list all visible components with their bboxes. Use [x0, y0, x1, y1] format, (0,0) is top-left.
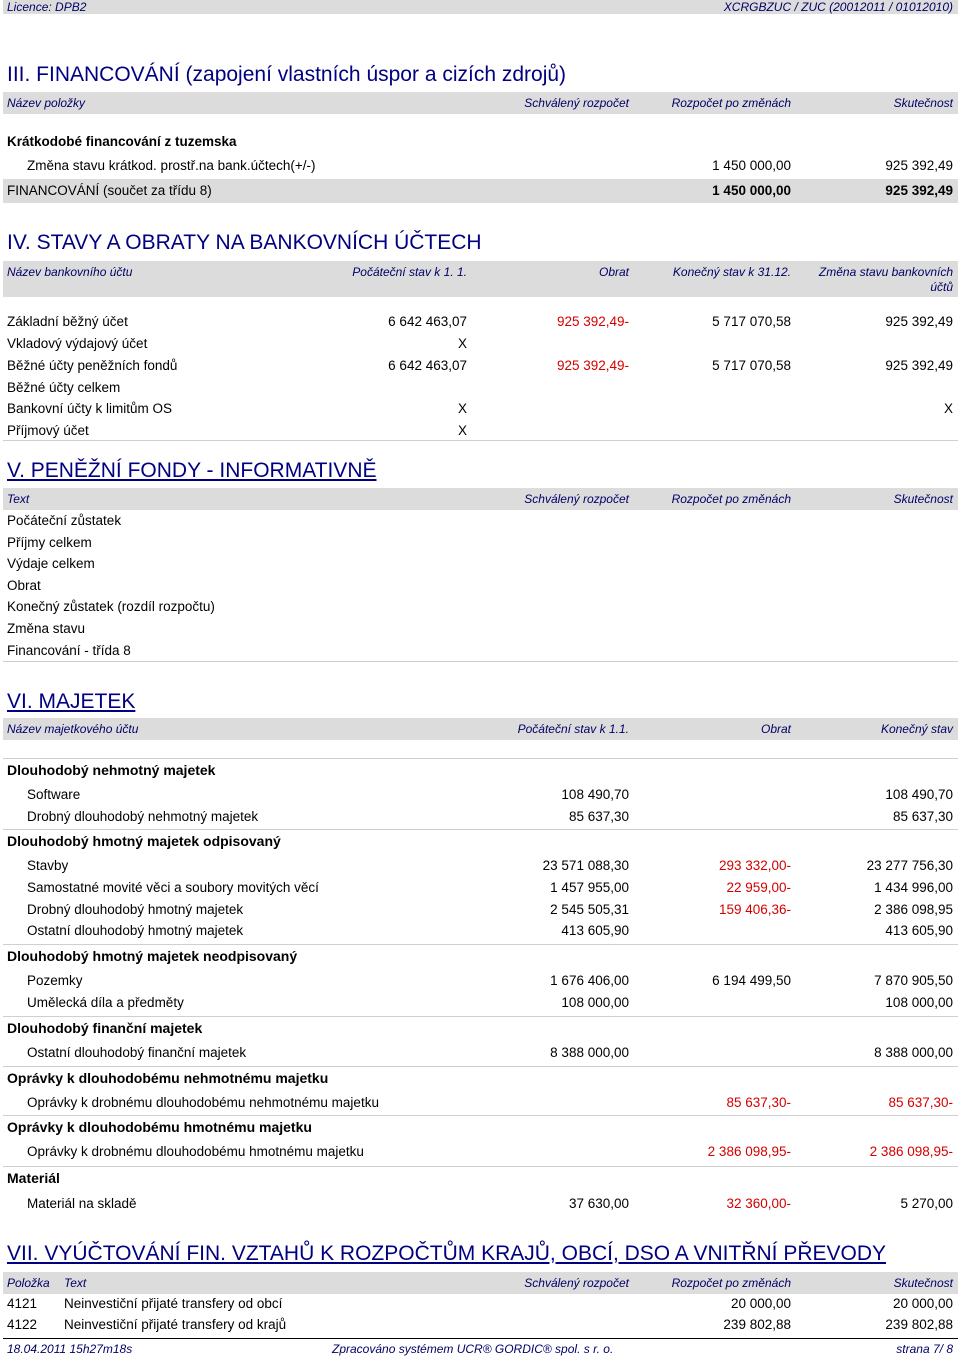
- bank-account-name: Základní běžný účet: [7, 314, 128, 329]
- bank-account-end: 5 717 070,58: [712, 314, 791, 329]
- asset-row-name: Ostatní dlouhodobý hmotný majetek: [27, 923, 244, 938]
- fund-row-label: Obrat: [7, 577, 41, 593]
- asset-group-divider: [3, 829, 958, 830]
- asset-row-name: Stavby: [27, 858, 69, 873]
- col-schvaleny-rozpocet: Schválený rozpočet: [524, 96, 629, 110]
- asset-row-name: Pozemky: [27, 973, 83, 988]
- col-rozpocet-po-zmenach-5: Rozpočet po změnách: [671, 492, 791, 506]
- asset-group-title: Oprávky k dlouhodobému hmotnému majetku: [7, 1119, 312, 1135]
- asset-row-obrat: 293 332,00-: [718, 858, 791, 873]
- section3-row-rozpocet: 1 450 000,00: [712, 158, 791, 173]
- asset-row-start: 108 000,00: [561, 995, 629, 1010]
- asset-group-divider: [3, 944, 958, 945]
- transfer-skutecnost: 20 000,00: [892, 1296, 953, 1311]
- asset-row-start: 108 490,70: [561, 787, 629, 802]
- col-nazev-uctu: Název bankovního účtu: [7, 265, 133, 279]
- asset-row-name: Oprávky k drobnému dlouhodobému hmotnému majetku: [27, 1144, 364, 1159]
- asset-row-start: 85 637,30: [568, 809, 629, 824]
- asset-group-title: Dlouhodobý hmotný majetek odpisovaný: [7, 833, 281, 849]
- bank-account-obrat: 925 392,49-: [556, 314, 629, 329]
- footer-timestamp: 18.04.2011 15h27m18s: [7, 1342, 133, 1356]
- asset-row-name: Samostatné movité věci a soubory movitých věcí: [27, 880, 319, 895]
- section5-title: V. PENĚŽNÍ FONDY - INFORMATIVNĚ: [7, 459, 377, 482]
- asset-row-name: Oprávky k drobnému dlouhodobému nehmotnému majetku: [27, 1095, 379, 1110]
- col-zmena-stavu: Změna stavu bankovních: [818, 265, 953, 279]
- col-zmena-stavu-2: účtů: [930, 280, 953, 294]
- document-code: XCRGBZUC / ZUC (20012011 / 01012010): [723, 0, 953, 14]
- asset-row-end: 7 870 905,50: [874, 973, 953, 988]
- footer-page-number: strana 7/ 8: [896, 1342, 953, 1356]
- section3-total-skutecnost: 925 392,49: [885, 183, 953, 198]
- section3-row-label: Změna stavu krátkod. prostř.na bank.účtech(+/-): [27, 158, 316, 173]
- bank-account-name: Bankovní účty k limitům OS: [7, 401, 173, 416]
- bank-account-start: X: [457, 336, 467, 351]
- col-text: Text: [7, 492, 30, 506]
- bank-account-start: X: [457, 401, 467, 416]
- col-obrat: Obrat: [598, 265, 629, 279]
- asset-row-end: 85 637,30: [892, 809, 953, 824]
- asset-group-divider: [3, 1166, 958, 1167]
- transfer-text: Neinvestiční přijaté transfery od krajů: [64, 1317, 287, 1332]
- col-pocatecni-stav-6: Počáteční stav k 1.1.: [517, 722, 629, 736]
- asset-row-obrat: 32 360,00-: [726, 1196, 791, 1211]
- bank-account-name: Příjmový účet: [7, 423, 89, 438]
- asset-row-start: 37 630,00: [568, 1196, 629, 1211]
- asset-row-end: 108 000,00: [885, 995, 953, 1010]
- asset-row-end: 85 637,30-: [888, 1095, 953, 1110]
- asset-row-start: 413 605,90: [561, 923, 629, 938]
- asset-row-end: 23 277 756,30: [866, 858, 953, 873]
- section6-title: VI. MAJETEK: [7, 690, 136, 713]
- col-rozpocet-po-zmenach: Rozpočet po změnách: [671, 96, 791, 110]
- bank-account-end: 5 717 070,58: [712, 358, 791, 373]
- transfer-rozpocet: 20 000,00: [730, 1296, 791, 1311]
- section3-total-rozpocet: 1 450 000,00: [712, 183, 791, 198]
- col-pocatecni-stav: Počáteční stav k 1. 1.: [352, 265, 467, 279]
- asset-row-name: Materiál na skladě: [27, 1196, 137, 1211]
- asset-row-start: 1 457 955,00: [550, 880, 629, 895]
- col-skutecnost: Skutečnost: [893, 96, 953, 110]
- asset-group-title: Dlouhodobý hmotný majetek neodpisovaný: [7, 948, 298, 964]
- transfer-skutecnost: 239 802,88: [885, 1317, 953, 1332]
- transfer-rozpocet: 239 802,88: [723, 1317, 791, 1332]
- asset-group-divider: [3, 758, 958, 759]
- section7-column-header-bar: [3, 1272, 958, 1294]
- col-nazev-polozky: Název položky: [7, 96, 86, 110]
- bank-account-start: 6 642 463,07: [388, 358, 467, 373]
- bank-account-change: 925 392,49: [885, 358, 953, 373]
- asset-row-name: Ostatní dlouhodobý finanční majetek: [27, 1045, 247, 1060]
- asset-row-start: 1 676 406,00: [550, 973, 629, 988]
- asset-group-title: Dlouhodobý finanční majetek: [7, 1020, 203, 1036]
- col-schvaleny-rozpocet-5: Schválený rozpočet: [524, 492, 629, 506]
- section3-title: III. FINANCOVÁNÍ (zapojení vlastních úspor a cizích zdrojů): [7, 63, 567, 86]
- asset-row-end: 2 386 098,95: [874, 902, 953, 917]
- bank-account-name: Běžné účty peněžních fondů: [7, 358, 178, 373]
- section4-title: IV. STAVY A OBRATY NA BANKOVNÍCH ÚČTECH: [7, 231, 482, 254]
- asset-group-divider: [3, 1066, 958, 1067]
- asset-row-name: Drobný dlouhodobý hmotný majetek: [27, 902, 244, 917]
- asset-row-end: 1 434 996,00: [874, 880, 953, 895]
- col-polozka: Položka: [7, 1276, 50, 1290]
- asset-group-title: Materiál: [7, 1170, 60, 1186]
- asset-group-title: Oprávky k dlouhodobému nehmotnému majetku: [7, 1070, 329, 1086]
- section6-column-header-bar: [3, 718, 958, 740]
- transfer-polozka: 4121: [7, 1296, 38, 1311]
- col-text-7: Text: [64, 1276, 87, 1290]
- col-konecny-stav: Konečný stav k 31.12.: [672, 265, 791, 279]
- license-label: Licence: DPB2: [7, 0, 87, 14]
- asset-group-divider: [3, 1016, 958, 1017]
- fund-row-label: Výdaje celkem: [7, 556, 95, 572]
- asset-row-obrat: 2 386 098,95-: [707, 1144, 791, 1159]
- bank-account-name: Vkladový výdajový účet: [7, 336, 148, 351]
- transfer-polozka: 4122: [7, 1317, 38, 1332]
- fund-row-label: Změna stavu: [7, 621, 86, 636]
- section7-title: VII. VYÚČTOVÁNÍ FIN. VZTAHŮ K ROZPOČTŮM KRAJŮ, OBCÍ, DSO A VNITŘNÍ PŘEVODY: [7, 1242, 887, 1265]
- footer-rule: [3, 1338, 958, 1339]
- fund-row-label: Konečný zůstatek (rozdíl rozpočtu): [7, 599, 215, 615]
- bank-account-start: 6 642 463,07: [388, 314, 467, 329]
- section4-bottom-line: [3, 440, 958, 441]
- col-skutecnost-5: Skutečnost: [893, 492, 953, 506]
- section5-bottom-line: [3, 661, 958, 662]
- asset-row-obrat: 85 637,30-: [726, 1095, 791, 1110]
- asset-group-divider: [3, 1115, 958, 1116]
- asset-row-end: 2 386 098,95-: [869, 1144, 953, 1159]
- asset-row-start: 2 545 505,31: [550, 902, 629, 917]
- asset-row-obrat: 22 959,00-: [726, 880, 791, 895]
- bank-account-name: Běžné účty celkem: [7, 380, 121, 395]
- fund-row-label: Financování - třída 8: [7, 642, 131, 658]
- asset-row-end: 5 270,00: [900, 1196, 953, 1211]
- bank-account-change: 925 392,49: [885, 314, 953, 329]
- bank-account-change: X: [943, 401, 953, 416]
- col-rozpocet-po-zmenach-7: Rozpočet po změnách: [671, 1276, 791, 1290]
- asset-row-obrat: 6 194 499,50: [712, 973, 791, 988]
- asset-row-obrat: 159 406,36-: [718, 902, 791, 917]
- asset-row-end: 108 490,70: [885, 787, 953, 802]
- col-nazev-majetkoveho-uctu: Název majetkového účtu: [7, 722, 139, 736]
- col-konecny-stav-6: Konečný stav: [880, 722, 953, 736]
- asset-row-end: 8 388 000,00: [874, 1045, 953, 1060]
- asset-row-name: Drobný dlouhodobý nehmotný majetek: [27, 809, 259, 824]
- transfer-text: Neinvestiční přijaté transfery od obcí: [64, 1296, 283, 1311]
- asset-row-end: 413 605,90: [885, 923, 953, 938]
- asset-row-name: Umělecká díla a předměty: [27, 995, 184, 1010]
- fund-row-label: Příjmy celkem: [7, 534, 92, 550]
- asset-row-start: 8 388 000,00: [550, 1045, 629, 1060]
- section3-column-header-bar: [3, 92, 958, 114]
- section3-total-label: FINANCOVÁNÍ (součet za třídu 8): [7, 183, 212, 198]
- asset-row-name: Software: [27, 787, 81, 802]
- col-schvaleny-rozpocet-7: Schválený rozpočet: [524, 1276, 629, 1290]
- section5-column-header-bar: [3, 488, 958, 510]
- bank-account-obrat: 925 392,49-: [556, 358, 629, 373]
- asset-group-title: Dlouhodobý nehmotný majetek: [7, 762, 216, 778]
- section3-row-skutecnost: 925 392,49: [885, 158, 953, 173]
- section3-group-label: Krátkodobé financování z tuzemska: [7, 134, 237, 149]
- section4-column-header-bar: [3, 261, 958, 297]
- footer-system: Zpracováno systémem UCR® GORDIC® spol. s r. o.: [332, 1342, 614, 1356]
- col-obrat-6: Obrat: [760, 722, 791, 736]
- asset-row-start: 23 571 088,30: [542, 858, 629, 873]
- fund-row-label: Počáteční zůstatek: [7, 513, 122, 528]
- bank-account-start: X: [457, 423, 467, 438]
- col-skutecnost-7: Skutečnost: [893, 1276, 953, 1290]
